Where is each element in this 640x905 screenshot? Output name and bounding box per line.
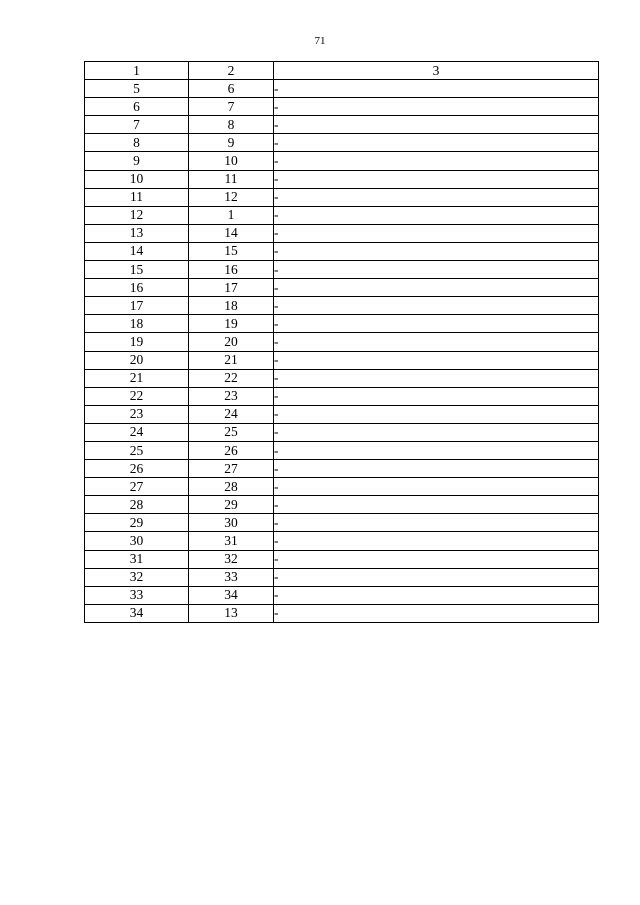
cell-col-3: - bbox=[274, 532, 599, 550]
cell-col-1: 24 bbox=[85, 423, 189, 441]
table-row bbox=[85, 460, 599, 478]
cell-col-1: 12 bbox=[85, 206, 189, 224]
cell-col-1: 6 bbox=[85, 98, 189, 116]
cell-col-3: - bbox=[274, 297, 599, 315]
table-row bbox=[85, 188, 599, 206]
table-row bbox=[85, 405, 599, 423]
cell-col-3: - bbox=[274, 478, 599, 496]
table-header-row bbox=[85, 62, 599, 80]
cell-col-2: 7 bbox=[189, 98, 274, 116]
cell-col-3: - bbox=[274, 351, 599, 369]
cell-col-1: 18 bbox=[85, 315, 189, 333]
cell-col-1: 26 bbox=[85, 460, 189, 478]
cell-col-1: 16 bbox=[85, 279, 189, 297]
cell-col-3: - bbox=[274, 188, 599, 206]
cell-col-1: 15 bbox=[85, 261, 189, 279]
cell-col-2: 34 bbox=[189, 586, 274, 604]
cell-col-1: 9 bbox=[85, 152, 189, 170]
table-row bbox=[85, 242, 599, 260]
table-row bbox=[85, 369, 599, 387]
cell-col-2: 30 bbox=[189, 514, 274, 532]
cell-col-2: 29 bbox=[189, 496, 274, 514]
cell-col-2: 20 bbox=[189, 333, 274, 351]
cell-col-3: - bbox=[274, 80, 599, 98]
cell-col-1: 20 bbox=[85, 351, 189, 369]
cell-col-1: 8 bbox=[85, 134, 189, 152]
cell-col-2: 16 bbox=[189, 261, 274, 279]
column-header-1: 1 bbox=[85, 62, 189, 80]
cell-col-3: - bbox=[274, 206, 599, 224]
cell-col-3: - bbox=[274, 514, 599, 532]
cell-col-2: 6 bbox=[189, 80, 274, 98]
cell-col-3: - bbox=[274, 170, 599, 188]
cell-col-2: 22 bbox=[189, 369, 274, 387]
cell-col-2: 14 bbox=[189, 224, 274, 242]
table-row bbox=[85, 496, 599, 514]
cell-col-2: 10 bbox=[189, 152, 274, 170]
cell-col-1: 34 bbox=[85, 604, 189, 622]
table-row bbox=[85, 98, 599, 116]
cell-col-1: 28 bbox=[85, 496, 189, 514]
cell-col-1: 33 bbox=[85, 586, 189, 604]
cell-col-3: - bbox=[274, 224, 599, 242]
cell-col-1: 5 bbox=[85, 80, 189, 98]
table-row bbox=[85, 423, 599, 441]
cell-col-2: 9 bbox=[189, 134, 274, 152]
cell-col-1: 32 bbox=[85, 568, 189, 586]
cell-col-2: 28 bbox=[189, 478, 274, 496]
table-row bbox=[85, 604, 599, 622]
cell-col-2: 19 bbox=[189, 315, 274, 333]
cell-col-3: - bbox=[274, 550, 599, 568]
cell-col-3: - bbox=[274, 134, 599, 152]
table-row bbox=[85, 261, 599, 279]
cell-col-3: - bbox=[274, 496, 599, 514]
cell-col-2: 26 bbox=[189, 441, 274, 459]
table-row bbox=[85, 170, 599, 188]
table-row bbox=[85, 351, 599, 369]
table-row bbox=[85, 441, 599, 459]
cell-col-3: - bbox=[274, 568, 599, 586]
page-number: 71 bbox=[314, 35, 326, 47]
cell-col-2: 33 bbox=[189, 568, 274, 586]
table-row bbox=[85, 297, 599, 315]
cell-col-3: - bbox=[274, 405, 599, 423]
cell-col-3: - bbox=[274, 98, 599, 116]
table-row bbox=[85, 116, 599, 134]
cell-col-1: 21 bbox=[85, 369, 189, 387]
table-row bbox=[85, 333, 599, 351]
cell-col-3: - bbox=[274, 369, 599, 387]
table-row bbox=[85, 206, 599, 224]
cell-col-3: - bbox=[274, 441, 599, 459]
cell-col-3: - bbox=[274, 261, 599, 279]
cell-col-1: 10 bbox=[85, 170, 189, 188]
cell-col-1: 23 bbox=[85, 405, 189, 423]
table-row bbox=[85, 134, 599, 152]
cell-col-1: 27 bbox=[85, 478, 189, 496]
cell-col-1: 30 bbox=[85, 532, 189, 550]
cell-col-1: 29 bbox=[85, 514, 189, 532]
table-row bbox=[85, 514, 599, 532]
data-table bbox=[84, 61, 599, 623]
cell-col-3: - bbox=[274, 604, 599, 622]
table-row bbox=[85, 315, 599, 333]
cell-col-1: 25 bbox=[85, 441, 189, 459]
cell-col-3: - bbox=[274, 242, 599, 260]
cell-col-3: - bbox=[274, 387, 599, 405]
cell-col-3: - bbox=[274, 586, 599, 604]
cell-col-2: 32 bbox=[189, 550, 274, 568]
table-row bbox=[85, 532, 599, 550]
cell-col-2: 15 bbox=[189, 242, 274, 260]
table-row bbox=[85, 224, 599, 242]
cell-col-1: 19 bbox=[85, 333, 189, 351]
cell-col-2: 12 bbox=[189, 188, 274, 206]
cell-col-2: 17 bbox=[189, 279, 274, 297]
cell-col-3: - bbox=[274, 460, 599, 478]
cell-col-2: 27 bbox=[189, 460, 274, 478]
cell-col-2: 23 bbox=[189, 387, 274, 405]
cell-col-3: - bbox=[274, 315, 599, 333]
cell-col-1: 13 bbox=[85, 224, 189, 242]
table-row bbox=[85, 586, 599, 604]
cell-col-3: - bbox=[274, 423, 599, 441]
table-row bbox=[85, 152, 599, 170]
cell-col-1: 22 bbox=[85, 387, 189, 405]
table-row bbox=[85, 80, 599, 98]
cell-col-3: - bbox=[274, 333, 599, 351]
cell-col-1: 17 bbox=[85, 297, 189, 315]
table-row bbox=[85, 387, 599, 405]
table-body bbox=[85, 62, 599, 623]
column-header-2: 2 bbox=[189, 62, 274, 80]
cell-col-2: 11 bbox=[189, 170, 274, 188]
cell-col-3: - bbox=[274, 279, 599, 297]
column-header-3: 3 bbox=[274, 62, 599, 80]
table-row bbox=[85, 279, 599, 297]
cell-col-1: 31 bbox=[85, 550, 189, 568]
table-row bbox=[85, 568, 599, 586]
cell-col-3: - bbox=[274, 152, 599, 170]
cell-col-2: 25 bbox=[189, 423, 274, 441]
cell-col-3: - bbox=[274, 116, 599, 134]
table-row bbox=[85, 478, 599, 496]
cell-col-2: 24 bbox=[189, 405, 274, 423]
cell-col-2: 31 bbox=[189, 532, 274, 550]
cell-col-2: 18 bbox=[189, 297, 274, 315]
table-row bbox=[85, 550, 599, 568]
cell-col-2: 8 bbox=[189, 116, 274, 134]
cell-col-1: 11 bbox=[85, 188, 189, 206]
cell-col-2: 21 bbox=[189, 351, 274, 369]
cell-col-1: 7 bbox=[85, 116, 189, 134]
cell-col-1: 14 bbox=[85, 242, 189, 260]
cell-col-2: 13 bbox=[189, 604, 274, 622]
cell-col-2: 1 bbox=[189, 206, 274, 224]
